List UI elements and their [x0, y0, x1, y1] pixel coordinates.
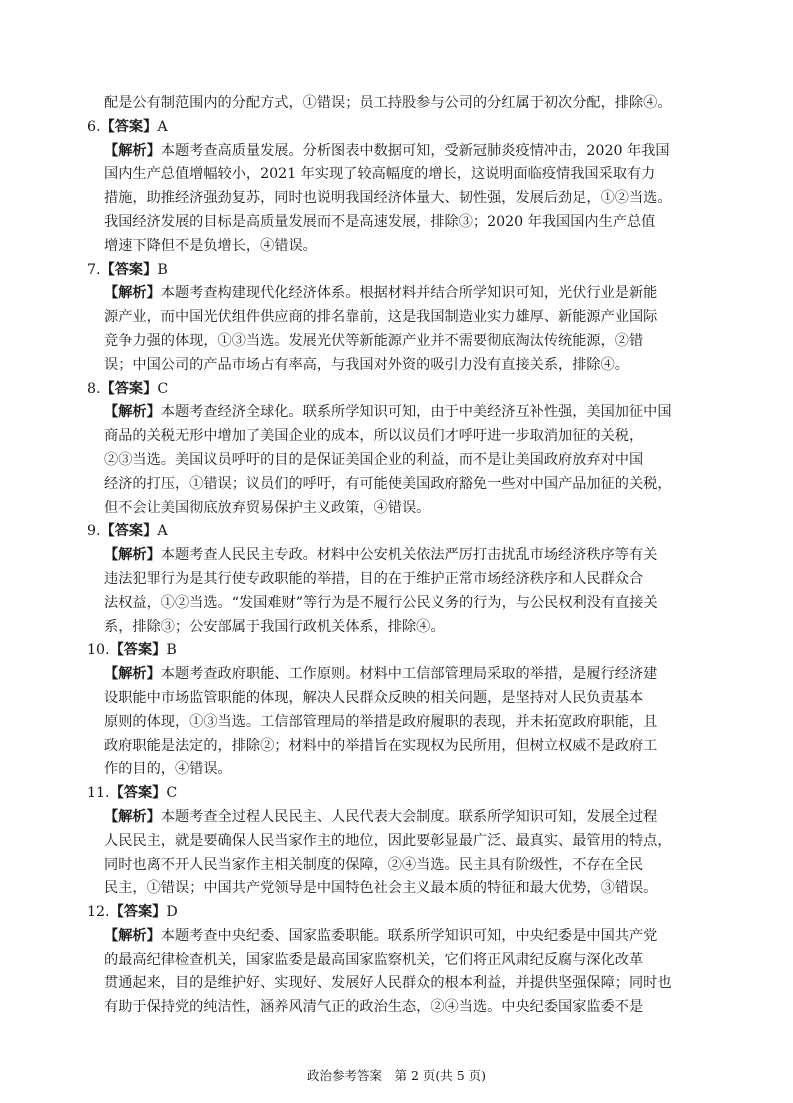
text-line: 系，排除③；公安部属于我国行政机关体系，排除④。 — [104, 618, 445, 635]
answer-line — [87, 116, 704, 140]
explanation-line — [104, 925, 704, 949]
answer-line — [87, 639, 704, 663]
answer-tag: 【答案】 — [100, 261, 158, 278]
text-line: 经济的打压，①错误；议员们的呼吁，有可能使美国政府豁免一些对中国产品加征的关税， — [104, 475, 672, 492]
answer-value: B — [166, 642, 177, 659]
page-footer: 政治参考答案 第 2 页(共 5 页) — [306, 1068, 487, 1083]
explanation-line — [104, 544, 704, 568]
text-line: 配是公有制范围内的分配方式，①错误；员工持股参与公司的分红属于初次分配，排除④。 — [104, 95, 672, 111]
explanation-line — [104, 663, 704, 687]
text-line: 措施，助推经济强劲复苏，同时也说明我国经济体量大、韧性强，发展后劲足，①②当选。 — [104, 190, 672, 207]
text-line: 民主，①错误；中国共产党领导是中国特色社会主义最本质的特征和最大优势，③错误。 — [104, 880, 658, 897]
explanation-tag: 【解析】 — [104, 285, 161, 302]
answer-tag: 【答案】 — [109, 642, 167, 659]
text-line: 设职能中市场监管职能的体现，解决人民群众反映的相关问题，是坚持对人民负责基本 — [104, 689, 644, 706]
answer-tag: 【答案】 — [109, 785, 167, 802]
text-line: 我国经济发展的目标是高质量发展而不是高速发展，排除③；2020 年我国国内生产总值 — [104, 213, 656, 230]
answer-line — [87, 259, 704, 283]
text-line: 违法犯罪行为是其行使专政职能的举措，目的在于维护正常市场经济秩序和人民群众合 — [104, 570, 644, 587]
answer-value: C — [166, 785, 178, 802]
text-line: 政府职能是法定的，排除②；材料中的举措旨在实现权为民所用，但树立权威不是政府工 — [104, 737, 658, 754]
text-line: 原则的体现，①③当选。工信部管理局的举措是政府履职的表现，并未拓宽政府职能，且 — [104, 713, 658, 730]
answer-value: A — [157, 118, 168, 135]
text-line: 作的目的，④错误。 — [104, 761, 232, 778]
answer-value: B — [157, 261, 168, 278]
question-number: 11. — [87, 785, 110, 802]
answer-line — [87, 378, 704, 402]
answer-value: D — [166, 904, 178, 921]
answer-value: A — [157, 523, 168, 540]
question-number: 7. — [87, 261, 101, 278]
explanation-text: 本题考查构建现代化经济体系。根据材料并结合所学知识可知，光伏行业是新能 — [160, 285, 658, 302]
explanation-tag: 【解析】 — [104, 404, 161, 421]
text-line: 人民民主，就是要确保人民当家作主的地位，因此要彰显最广泛、最真实、最管用的特点， — [104, 832, 672, 849]
question-number: 6. — [87, 118, 101, 135]
explanation-text: 本题考查中央纪委、国家监委职能。联系所学知识可知，中央纪委是中国共产党 — [160, 927, 658, 944]
explanation-tag: 【解析】 — [104, 808, 161, 825]
explanation-tag: 【解析】 — [104, 666, 161, 683]
answer-content — [87, 92, 704, 1020]
explanation-text: 本题考查经济全球化。联系所学知识可知，由于中美经济互补性强，美国加征中国 — [160, 404, 672, 421]
answer-tag: 【答案】 — [109, 904, 167, 921]
question-number: 12. — [87, 904, 110, 921]
answer-line — [87, 901, 704, 925]
text-line: 法权益，①②当选。“发国难财”等行为是不履行公民义务的行为，与公民权利没有直接关 — [104, 594, 658, 611]
explanation-line — [104, 401, 704, 425]
explanation-tag: 【解析】 — [104, 547, 161, 564]
text-line: 误；中国公司的产品市场占有率高，与我国对外资的吸引力没有直接关系，排除④。 — [104, 356, 629, 373]
explanation-tag: 【解析】 — [104, 142, 161, 159]
text-line: 贯通起来，目的是维护好、实现好、发展好人民群众的根本利益，并提供坚强保障；同时也 — [104, 975, 672, 992]
explanation-line — [104, 806, 704, 830]
text-line: 但不会让美国彻底放弃贸易保护主义政策，④错误。 — [104, 499, 431, 516]
text-line: 源产业，而中国光伏组件供应商的排名靠前，这是我国制造业实力雄厚、新能源产业国际 — [104, 309, 658, 326]
explanation-line — [104, 140, 704, 164]
text-line: 商品的关税无形中增加了美国企业的成本，所以议员们才呼吁进一步取消加征的关税， — [104, 428, 644, 445]
explanation-text: 本题考查政府职能、工作原则。材料中工信部管理局采取的举措，是履行经济建 — [160, 666, 658, 683]
answer-tag: 【答案】 — [100, 118, 158, 135]
text-line: 有助于保持党的纯洁性，涵养风清气正的政治生态，②④当选。中央纪委国家监委不是 — [104, 999, 644, 1016]
question-number: 8. — [87, 380, 101, 397]
answer-line — [87, 520, 704, 544]
explanation-tag: 【解析】 — [104, 927, 161, 944]
answer-value: C — [157, 380, 169, 397]
text-line: 竞争力强的体现，①③当选。发展光伏等新能源产业并不需要彻底淘汰传统能源，②错 — [104, 332, 644, 349]
explanation-text: 本题考查全过程人民民主、人民代表大会制度。联系所学知识可知，发展全过程 — [160, 808, 658, 825]
answer-line — [87, 782, 704, 806]
question-number: 10. — [87, 642, 110, 659]
question-number: 9. — [87, 523, 101, 540]
text-line: 增速下降但不是负增长，④错误。 — [104, 237, 317, 254]
text-line: 的最高纪律检查机关，国家监委是最高国家监察机关，它们将正风肃纪反腐与深化改革 — [104, 951, 644, 968]
answer-tag: 【答案】 — [100, 380, 158, 397]
explanation-line — [104, 282, 704, 306]
explanation-text: 本题考查人民民主专政。材料中公安机关依法严厉打击扰乱市场经济秩序等有关 — [160, 547, 658, 564]
text-line: 国内生产总值增幅较小，2021 年实现了较高幅度的增长，这说明面临疫情我国采取有力 — [104, 166, 656, 183]
answer-tag: 【答案】 — [100, 523, 158, 540]
text-line: 同时也离不开人民当家作主相关制度的保障，②④当选。民主具有阶级性，不存在全民 — [104, 856, 644, 873]
text-line: ②③当选。美国议员呼吁的目的是保证美国企业的利益，而不是让美国政府放弃对中国 — [104, 451, 644, 468]
explanation-text: 本题考查高质量发展。分析图表中数据可知，受新冠肺炎疫情冲击，2020 年我国 — [160, 142, 670, 159]
